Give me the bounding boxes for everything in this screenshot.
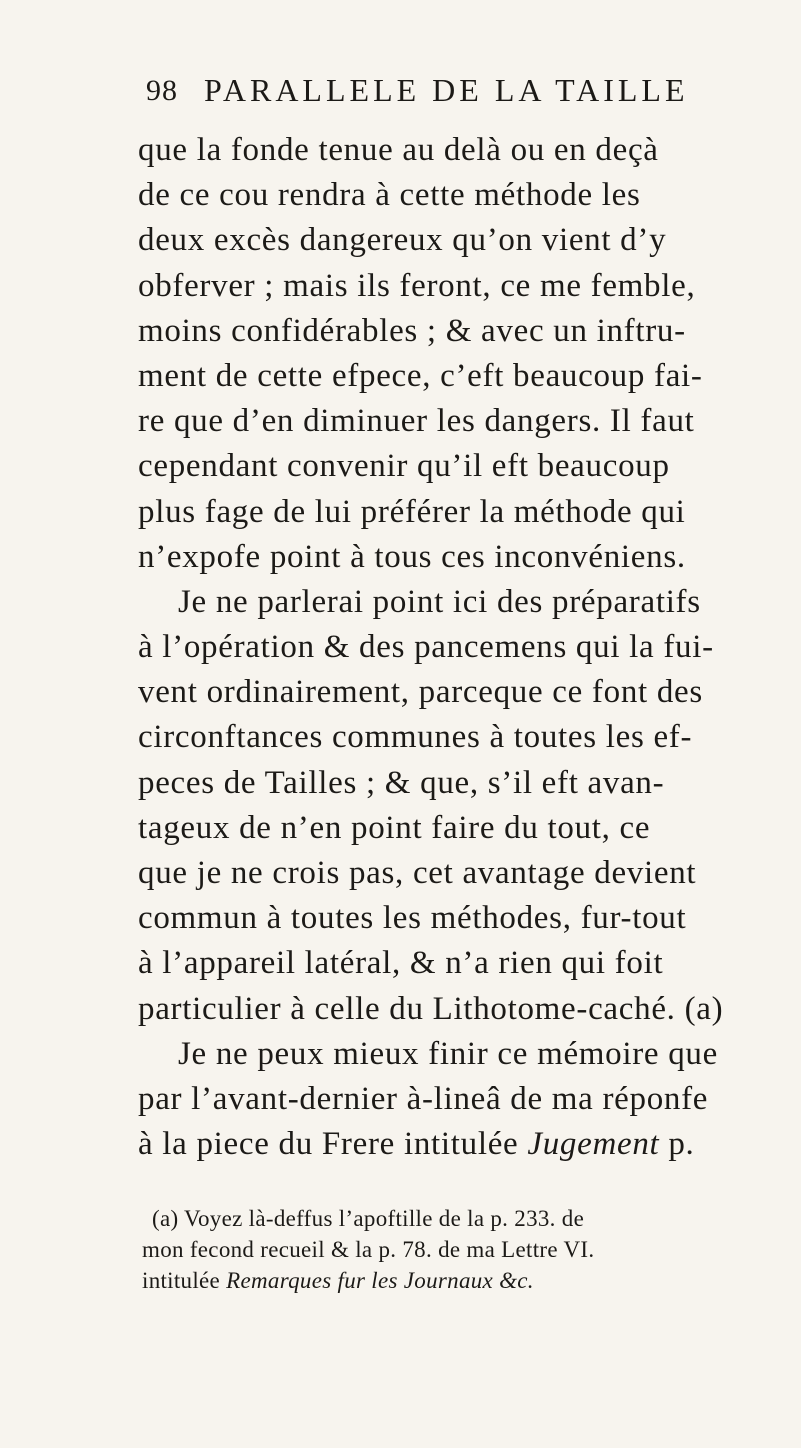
text-line: à l’appareil latéral, & n’a rien qui foit bbox=[138, 945, 664, 982]
text-line: n’expofe point à tous ces inconvéniens. bbox=[138, 538, 686, 575]
page-header bbox=[138, 72, 698, 112]
text-line: moins confidérables ; & avec un inftru- bbox=[138, 312, 686, 349]
text-line: vent ordinairement, parceque ce font des bbox=[138, 674, 703, 711]
text-line: que je ne crois pas, cet avantage devient bbox=[138, 855, 697, 891]
text-line: circonftances communes à toutes les ef- bbox=[138, 719, 693, 756]
text-line: tageux de n’en point faire du tout, ce bbox=[138, 809, 651, 846]
footnote-italic-title: Remarques fur les Journaux &c. bbox=[226, 1268, 534, 1293]
text-line: plus fage de lui préférer la méthode qui bbox=[138, 493, 686, 530]
text-line: ment de cette efpece, c’eft beaucoup fai- bbox=[138, 357, 703, 394]
footnote-line-last bbox=[142, 1265, 702, 1296]
page-number: 98 bbox=[146, 74, 178, 107]
text-line: que la fonde tenue au delà ou en deçà bbox=[138, 132, 659, 168]
paragraph-start-line: Je ne parlerai point ici des préparatifs bbox=[178, 583, 701, 620]
text-line: re que d’en diminuer les dangers. Il faut bbox=[138, 403, 695, 440]
running-title: PARALLELE DE LA TAILLE bbox=[204, 72, 689, 108]
text-line-last bbox=[138, 1122, 698, 1167]
text-line: de ce cou rendra à cette méthode les bbox=[138, 177, 641, 214]
paragraph-start-line: Je ne peux mieux finir ce mémoire que bbox=[178, 1035, 718, 1072]
footnote-prefix: intitulée bbox=[142, 1268, 227, 1293]
text-line: par l’avant-dernier à-lineâ de ma réponfe bbox=[138, 1080, 709, 1117]
body-text bbox=[138, 128, 724, 1167]
text-line: particulier à celle du Lithotome-caché. (a) bbox=[138, 990, 724, 1027]
text-line: obferver ; mais ils feront, ce me femble, bbox=[138, 267, 696, 304]
text-line: deux excès dangereux qu’on vient d’y bbox=[138, 222, 667, 259]
text-line: à l’opération & des pancemens qui la fui- bbox=[138, 629, 714, 666]
footnote-line: mon fecond recueil & la p. 78. de ma Lettre VI. bbox=[142, 1237, 595, 1262]
text-line-last-tail: p. bbox=[659, 1126, 695, 1163]
text-line-last-prefix: à la piece du Frere intitulée bbox=[138, 1126, 528, 1163]
footnote bbox=[142, 1203, 702, 1296]
text-line: peces de Tailles ; & que, s’il eft avan- bbox=[138, 764, 665, 801]
text-line: cependant convenir qu’il eft beaucoup bbox=[138, 448, 670, 485]
text-line: commun à toutes les méthodes, fur-tout bbox=[138, 900, 687, 937]
italic-title: Jugement bbox=[527, 1126, 660, 1163]
footnote-line: (a) Voyez là-deffus l’apoftille de la p. 233. de bbox=[152, 1206, 585, 1231]
